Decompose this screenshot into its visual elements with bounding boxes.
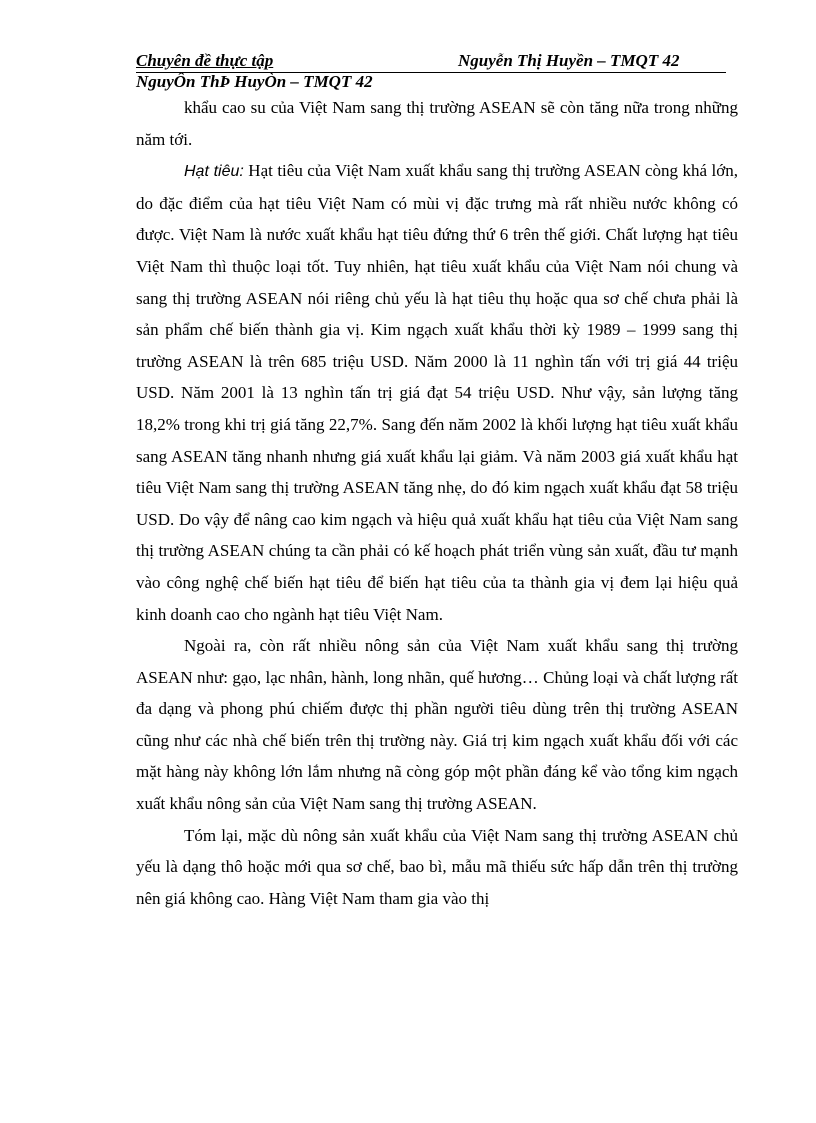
- paragraph-summary: Tóm lại, mặc dù nông sản xuất khẩu của Việt Nam sang thị trường ASEAN chủ yếu là dạng thô hoặc mới qua sơ chế, bao bì, mẫu mã thiếu sức hấp dẫn trên thị trường nên giá không cao. Hàng Việt Nam tham gia vào thị: [136, 825, 738, 908]
- term-pepper: Hạt tiêu:: [184, 163, 244, 181]
- document-body: [136, 92, 738, 914]
- header-author-garbled: NguyÔn ThÞ HuyÒn – TMQT 42: [136, 72, 373, 91]
- header-title: Chuyên đề thực tập: [136, 51, 274, 70]
- page-header: [136, 50, 726, 73]
- paragraph-pepper: [136, 155, 738, 630]
- header-author: Nguyễn Thị Huyền – TMQT 42: [458, 51, 680, 70]
- paragraph-rubber: khẩu cao su của Việt Nam sang thị trường ASEAN sẽ còn tăng nữa trong những năm tới.: [136, 98, 738, 149]
- paragraph-other-products: Ngoài ra, còn rất nhiều nông sản của Việt Nam xuất khẩu sang thị trường ASEAN như: gạo, lạc nhân, hành, long nhãn, quế hương… Chủng loại và chất lượng rất đa dạng và phong phú chiếm được thị phần người tiêu dùng trên thị trường ASEAN cũng như các nhà chế biến trên thị trường này. Giá trị kim ngạch xuất khẩu đối với các mặt hàng này không lớn lắm nhưng nã còng góp một phần đáng kể vào tổng kim ngạch xuất khẩu nông sản của Việt Nam sang thị trường ASEAN.: [136, 636, 738, 814]
- paragraph-pepper-text: Hạt tiêu của Việt Nam xuất khẩu sang thị trường ASEAN còng khá lớn, do đặc điểm của hạt tiêu Việt Nam có mùi vị đặc trưng mà rất nhiều nước không có được. Việt Nam là nước xuất khẩu hạt tiêu đứng thứ 6 trên thế giới. Chất lượng hạt tiêu Việt Nam thì thuộc loại tốt. Tuy nhiên, hạt tiêu xuất khẩu của Việt Nam nói chung và sang thị trường ASEAN nói riêng chủ yếu là hạt tiêu thụ hoặc qua sơ chế chưa phải là sản phẩm chế biến thành gia vị. Kim ngạch xuất khẩu thời kỳ 1989 – 1999 sang thị trường ASEAN là trên 685 triệu USD. Năm 2000 là 11 nghìn tấn với trị giá 44 triệu USD. Năm 2001 là 13 nghìn tấn trị giá đạt 54 triệu USD. Như vậy, sản lượng tăng 18,2% trong khi trị giá tăng 22,7%. Sang đến năm 2002 là khối lượng hạt tiêu xuất khẩu sang ASEAN tăng nhanh nhưng giá xuất khẩu lại giảm. Và năm 2003 giá xuất khẩu hạt tiêu Việt Nam sang thị trường ASEAN tăng nhẹ, do đó kim ngạch xuất khẩu đạt 58 triệu USD. Do vậy để nâng cao kim ngạch và hiệu quả xuất khẩu hạt tiêu của Việt Nam sang thị trường ASEAN chúng ta cần phải có kế hoạch phát triển vùng sản xuất, đầu tư mạnh vào công nghệ chế biến hạt tiêu để biến hạt tiêu của ta thành gia vị đem lại hiệu quả kinh doanh cao cho ngành hạt tiêu Việt Nam.: [136, 161, 738, 624]
